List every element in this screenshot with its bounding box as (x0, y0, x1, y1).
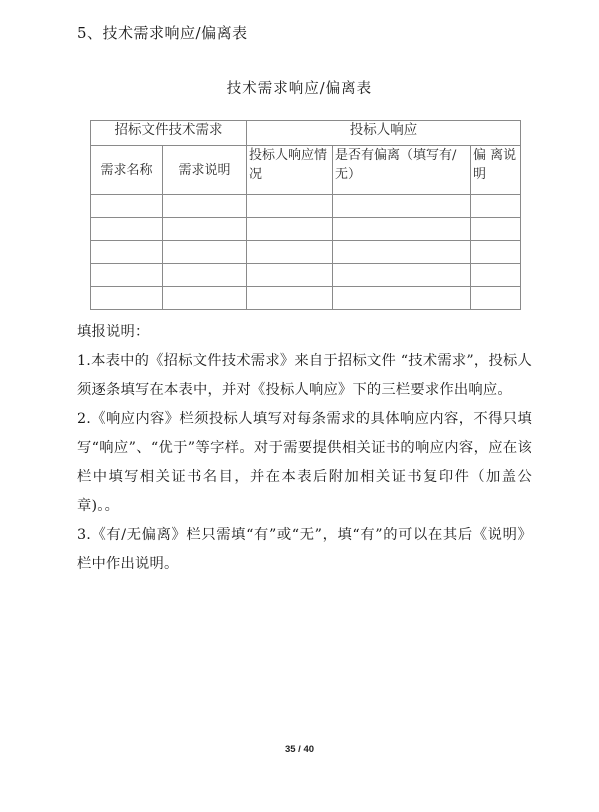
column-header-requirement-name: 需求名称 (91, 146, 163, 195)
table-cell[interactable] (333, 218, 471, 241)
response-deviation-table (90, 120, 520, 310)
table-cell[interactable] (91, 218, 163, 241)
table-cell[interactable] (333, 287, 471, 310)
section-heading: 5、技术需求响应/偏离表 (77, 24, 248, 42)
column-header-deviation-flag: 是否有偏离（填写有/无） (333, 146, 471, 195)
table-cell[interactable] (333, 241, 471, 264)
table-cell[interactable] (247, 287, 333, 310)
instruction-item-1: 1.本表中的《招标文件技术需求》来自于招标文件 “技术需求”，投标人须逐条填写在本表中，并对《投标人响应》下的三栏要求作出响应。 (77, 353, 532, 398)
table-title: 技术需求响应/偏离表 (226, 81, 373, 97)
table-row (91, 195, 521, 218)
table-cell[interactable] (471, 264, 521, 287)
table-cell[interactable] (163, 195, 247, 218)
table-row (91, 287, 521, 310)
table-cell[interactable] (471, 241, 521, 264)
table-cell[interactable] (91, 287, 163, 310)
table-cell[interactable] (247, 264, 333, 287)
table-cell[interactable] (471, 287, 521, 310)
table-row (91, 241, 521, 264)
table-cell[interactable] (333, 195, 471, 218)
table-cell[interactable] (91, 195, 163, 218)
table-cell[interactable] (91, 241, 163, 264)
table-cell[interactable] (247, 241, 333, 264)
table-cell[interactable] (91, 264, 163, 287)
table-cell[interactable] (247, 218, 333, 241)
column-header-bidder-response: 投标人响应情况 (247, 146, 333, 195)
table-row (91, 218, 521, 241)
page-number: 35 / 40 (284, 744, 315, 755)
group-header-tender-requirements: 招标文件技术需求 (91, 121, 247, 146)
group-header-row (91, 121, 521, 146)
column-header-requirement-description: 需求说明 (163, 146, 247, 195)
table-cell[interactable] (163, 287, 247, 310)
table-cell[interactable] (471, 218, 521, 241)
instruction-item-2: 2.《响应内容》栏须投标人填写对每条需求的具体响应内容，不得只填写“响应”、“优于”等字样。对于需要提供相关证书的响应内容，应在该栏中填写相关证书名目，并在本表后附加相关证书复印件（加盖公章)。。 (77, 411, 532, 514)
table-cell[interactable] (247, 195, 333, 218)
column-header-row (91, 146, 521, 195)
column-header-deviation-note: 偏 离说明 (471, 146, 521, 195)
instruction-item-3: 3.《有/无偏离》栏只需填“有”或“无”，填“有”的可以在其后《说明》栏中作出说明。 (77, 527, 532, 572)
filling-instructions (77, 318, 532, 579)
instructions-title: 填报说明： (77, 324, 150, 340)
group-header-bidder-response: 投标人响应 (247, 121, 521, 146)
table-cell[interactable] (333, 264, 471, 287)
table-cell[interactable] (471, 195, 521, 218)
table-cell[interactable] (163, 241, 247, 264)
table-row (91, 264, 521, 287)
table-cell[interactable] (163, 264, 247, 287)
table-cell[interactable] (163, 218, 247, 241)
